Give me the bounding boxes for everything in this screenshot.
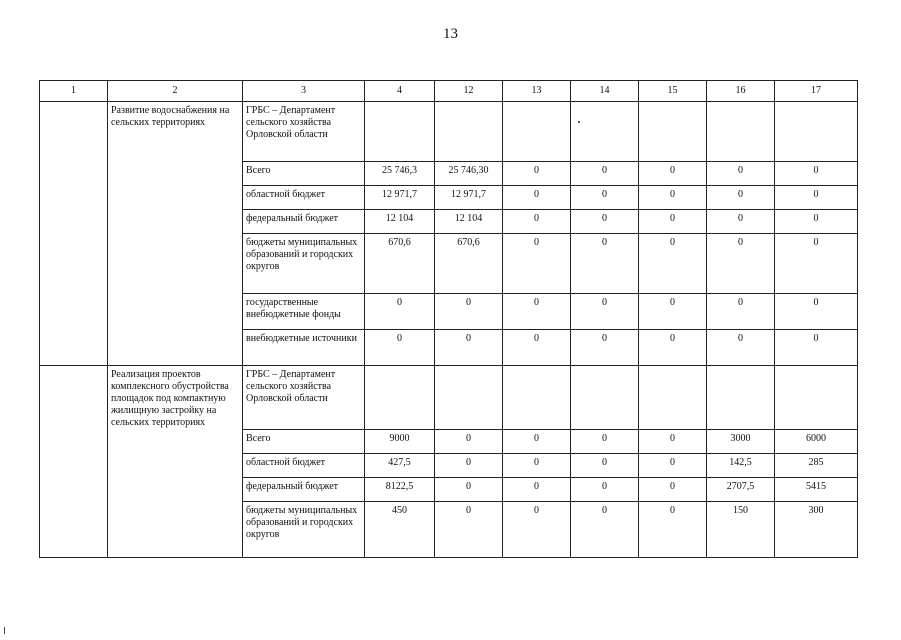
section-number-cell (40, 102, 108, 366)
value-cell: 0 (435, 454, 503, 478)
value-cell: 0 (435, 330, 503, 366)
value-cell: 12 971,7 (435, 186, 503, 210)
value-cell (365, 102, 435, 162)
funding-source-label: бюджеты муниципальных образований и городских округов (243, 234, 365, 294)
header-cell: 14 (571, 81, 639, 102)
value-cell (503, 102, 571, 162)
funding-source-label: ГРБС – Департамент сельского хозяйства Орловской области (243, 366, 365, 430)
value-cell: 0 (571, 454, 639, 478)
funding-source-label: ГРБС – Департамент сельского хозяйства Орловской области (243, 102, 365, 162)
value-cell: 0 (707, 234, 775, 294)
value-cell: 0 (775, 210, 858, 234)
value-cell: 0 (707, 186, 775, 210)
value-cell: 8122,5 (365, 478, 435, 502)
value-cell: 0 (571, 294, 639, 330)
funding-source-label: Всего (243, 162, 365, 186)
value-cell: 0 (503, 330, 571, 366)
value-cell: 142,5 (707, 454, 775, 478)
value-cell: 0 (503, 478, 571, 502)
value-cell (707, 102, 775, 162)
funding-source-label: Всего (243, 430, 365, 454)
value-cell (365, 366, 435, 430)
value-cell: 0 (775, 294, 858, 330)
value-cell: 0 (639, 454, 707, 478)
value-cell: 2707,5 (707, 478, 775, 502)
value-cell: 0 (571, 210, 639, 234)
value-cell: 0 (503, 234, 571, 294)
value-cell: 300 (775, 502, 858, 558)
value-cell: 0 (503, 294, 571, 330)
value-cell (707, 366, 775, 430)
value-cell: 25 746,3 (365, 162, 435, 186)
table-body (40, 102, 858, 558)
value-cell: 0 (503, 430, 571, 454)
value-cell: 0 (503, 210, 571, 234)
value-cell: 0 (639, 162, 707, 186)
value-cell: 0 (775, 330, 858, 366)
value-cell: 0 (639, 330, 707, 366)
value-cell (775, 366, 858, 430)
value-cell: 427,5 (365, 454, 435, 478)
value-cell: 670,6 (365, 234, 435, 294)
value-cell: 0 (503, 454, 571, 478)
section-number-cell (40, 366, 108, 558)
value-cell: 0 (435, 430, 503, 454)
value-cell: 0 (503, 186, 571, 210)
funding-source-label: федеральный бюджет (243, 210, 365, 234)
value-cell: 3000 (707, 430, 775, 454)
value-cell: 0 (571, 330, 639, 366)
scan-edge-mark (4, 627, 5, 634)
value-cell: 0 (571, 234, 639, 294)
value-cell: 0 (775, 162, 858, 186)
section-title: Реализация проектов комплексного обустройства площадок под компактную жилищную застройку на сельских территориях (108, 366, 243, 558)
header-cell: 16 (707, 81, 775, 102)
header-row (40, 81, 858, 102)
funding-source-label: областной бюджет (243, 186, 365, 210)
funding-source-label: государственные внебюджетные фонды (243, 294, 365, 330)
value-cell: 450 (365, 502, 435, 558)
value-cell: 6000 (775, 430, 858, 454)
value-cell: 0 (571, 478, 639, 502)
value-cell: 0 (639, 294, 707, 330)
value-cell: 0 (435, 502, 503, 558)
value-cell (639, 102, 707, 162)
value-cell (435, 102, 503, 162)
section-title: Развитие водоснабжения на сельских территориях (108, 102, 243, 366)
value-cell: 12 104 (435, 210, 503, 234)
value-cell (571, 102, 639, 162)
value-cell: 0 (503, 502, 571, 558)
value-cell: 5415 (775, 478, 858, 502)
value-cell: 0 (503, 162, 571, 186)
value-cell (435, 366, 503, 430)
value-cell (639, 366, 707, 430)
value-cell: 670,6 (435, 234, 503, 294)
header-cell: 15 (639, 81, 707, 102)
value-cell: 0 (571, 162, 639, 186)
value-cell: 0 (775, 234, 858, 294)
header-cell: 2 (108, 81, 243, 102)
value-cell: 0 (639, 478, 707, 502)
value-cell: 0 (571, 186, 639, 210)
value-cell: 12 971,7 (365, 186, 435, 210)
header-cell: 4 (365, 81, 435, 102)
table-row (40, 102, 858, 162)
scan-speck (578, 121, 580, 123)
value-cell: 0 (639, 186, 707, 210)
funding-source-label: внебюджетные источники (243, 330, 365, 366)
value-cell: 285 (775, 454, 858, 478)
value-cell: 0 (707, 210, 775, 234)
budget-table (39, 80, 858, 558)
value-cell: 0 (435, 478, 503, 502)
table-row (40, 366, 858, 430)
header-cell: 12 (435, 81, 503, 102)
value-cell: 25 746,30 (435, 162, 503, 186)
header-cell: 13 (503, 81, 571, 102)
value-cell (503, 366, 571, 430)
value-cell: 150 (707, 502, 775, 558)
funding-source-label: федеральный бюджет (243, 478, 365, 502)
value-cell: 0 (707, 294, 775, 330)
value-cell: 0 (571, 502, 639, 558)
value-cell (775, 102, 858, 162)
value-cell: 0 (435, 294, 503, 330)
value-cell: 12 104 (365, 210, 435, 234)
value-cell: 0 (365, 330, 435, 366)
funding-source-label: областной бюджет (243, 454, 365, 478)
value-cell (571, 366, 639, 430)
value-cell: 0 (639, 502, 707, 558)
value-cell: 0 (365, 294, 435, 330)
header-cell: 3 (243, 81, 365, 102)
header-cell: 17 (775, 81, 858, 102)
value-cell: 0 (639, 430, 707, 454)
value-cell: 0 (639, 234, 707, 294)
value-cell: 0 (775, 186, 858, 210)
page-number: 13 (443, 26, 458, 42)
value-cell: 0 (707, 162, 775, 186)
funding-source-label: бюджеты муниципальных образований и городских округов (243, 502, 365, 558)
value-cell: 9000 (365, 430, 435, 454)
value-cell: 0 (571, 430, 639, 454)
value-cell: 0 (707, 330, 775, 366)
value-cell: 0 (639, 210, 707, 234)
header-cell: 1 (40, 81, 108, 102)
